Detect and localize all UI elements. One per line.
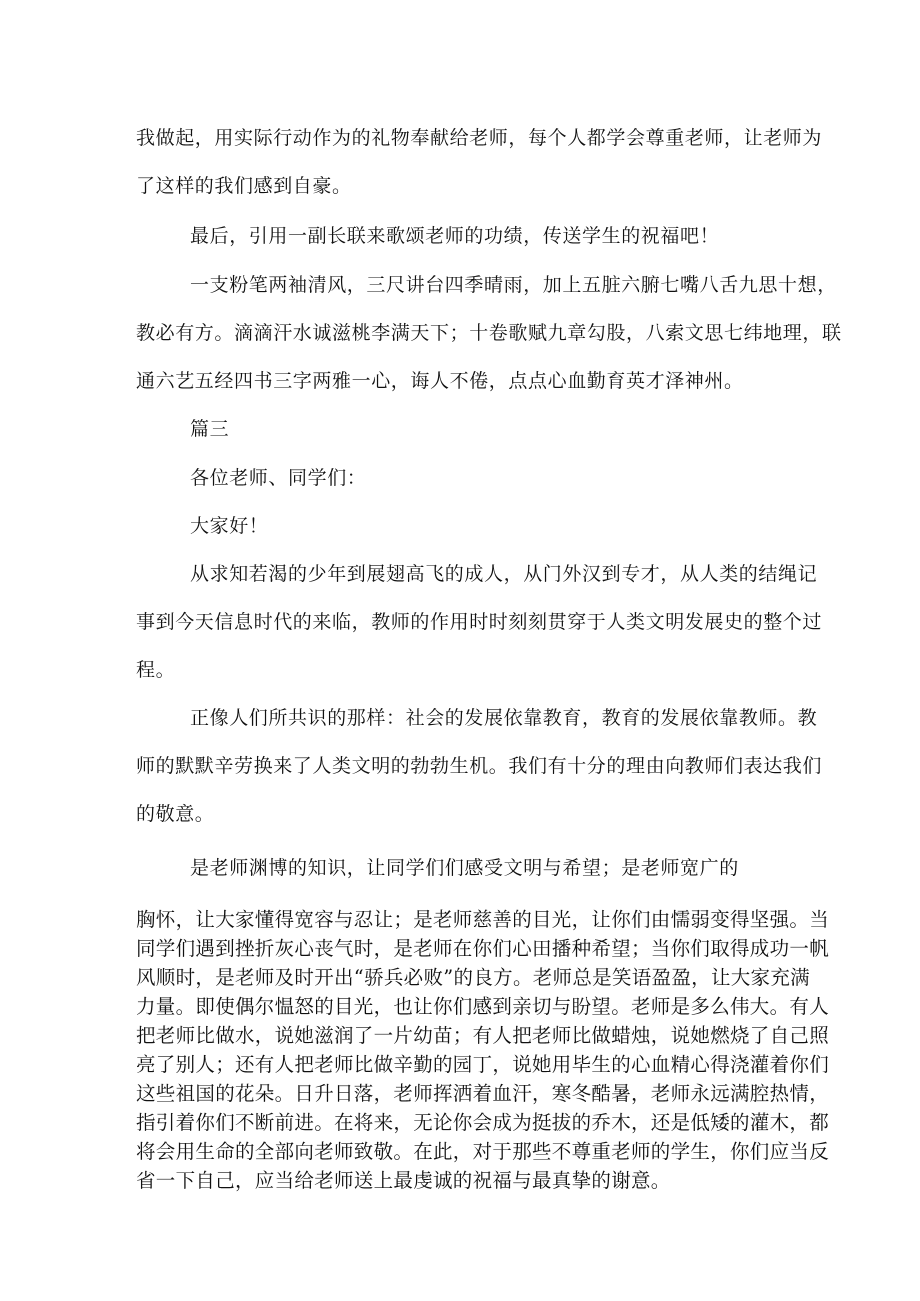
text-line: 正像人们所共识的那样：社会的发展依靠教育，教育的发展依靠教师。教: [190, 707, 818, 729]
text-line: 我做起，用实际行动作为的礼物奉献给老师，每个人都学会尊重老师，让老师为: [136, 127, 823, 149]
text-line: 教必有方。滴滴汗水诚滋桃李满天下；十卷歌赋九章勾股，八索文思七纬地理，联: [136, 322, 842, 344]
text-line: 的敬意。: [136, 803, 215, 825]
text-line: 这些祖国的花朵。日升日落，老师挥洒着血汗，寒冬酷暑，老师永远满腔热情，: [136, 1082, 830, 1105]
text-line: 是老师渊博的知识，让同学们们感受文明与希望；是老师宽广的: [190, 857, 739, 879]
text-line: 将会用生命的全部向老师致敬。在此，对于那些不尊重老师的学生，你们应当反: [136, 1140, 830, 1163]
text-line: 大家好！: [190, 515, 269, 537]
text-line: 各位老师、同学们：: [190, 467, 367, 489]
text-line: 一支粉笔两袖清风，三尺讲台四季晴雨，加上五脏六腑七嘴八舌九思十想，: [190, 274, 837, 296]
text-line: 从求知若渴的少年到展翅高飞的成人，从门外汉到专才，从人类的结绳记: [190, 563, 818, 585]
text-line: 师的默默辛劳换来了人类文明的勃勃生机。我们有十分的理由向教师们表达我们: [136, 755, 823, 777]
text-line: 篇三: [190, 418, 230, 440]
text-line: 同学们遇到挫折灰心丧气时，是老师在你们心田播种希望；当你们取得成功一帆: [136, 937, 830, 960]
text-line: 风顺时，是老师及时开出“骄兵必败”的良方。老师总是笑语盈盈，让大家充满: [136, 966, 810, 989]
text-line: 最后，引用一副长联来歌颂老师的功绩，传送学生的祝福吧！: [190, 225, 720, 247]
text-line: 把老师比做水，说她滋润了一片幼苗；有人把老师比做蜡烛，说她燃烧了自己照: [136, 1024, 830, 1047]
text-line: 指引着你们不断前进。在将来，无论你会成为挺拔的乔木，还是低矮的灌木，都: [136, 1111, 830, 1134]
text-line: 省一下自己，应当给老师送上最虔诚的祝福与最真挚的谢意。: [136, 1169, 671, 1192]
text-line: 程。: [136, 659, 176, 681]
text-line: 力量。即使偶尔愠怒的目光，也让你们感到亲切与盼望。老师是多么伟大。有人: [136, 995, 830, 1018]
text-line: 了这样的我们感到自豪。: [136, 175, 352, 197]
text-line: 胸怀，让大家懂得宽容与忍让；是老师慈善的目光，让你们由懦弱变得坚强。当: [136, 908, 830, 931]
text-line: 通六艺五经四书三字两雅一心，诲人不倦，点点心血勤育英才泽神州。: [136, 370, 744, 392]
text-line: 亮了别人；还有人把老师比做辛勤的园丁，说她用毕生的心血精心得浇灌着你们: [136, 1053, 830, 1076]
text-line: 事到今天信息时代的来临，教师的作用时时刻刻贯穿于人类文明发展史的整个过: [136, 611, 823, 633]
